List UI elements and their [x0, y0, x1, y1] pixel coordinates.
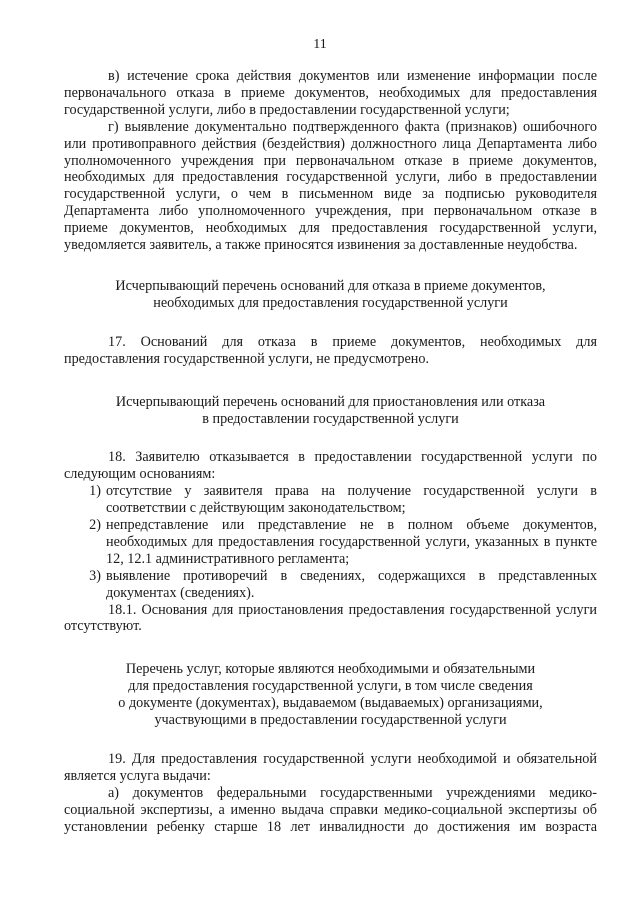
heading-line: Перечень услуг, которые являются необходимыми и обязательными: [125, 661, 536, 678]
paragraph-g: г) выявление документально подтвержденного факта (признаков) ошибочного или противоправного действия (бездействия) должностного лица Департамента либо уполномоченного учреждения при первоначальном отказе в приеме документов, необходимых для предоставления государственной услуги, либо в предоставлении государственной услуги, о чем в письменном виде за подписью руководителя Департамента либо уполномоченного учреждения, при первоначальном отказе в приеме документов, необходимых для предоставления государственной услуги, уведомляется заявитель, а также приносятся извинения за доставленные неудобства.: [64, 118, 597, 254]
list-item-number: 3): [89, 567, 101, 584]
list-item-text: отсутствие у заявителя права на получение государственной услуги в соответствии с действующим законодательством;: [106, 483, 597, 517]
paragraph-19-a: а) документов федеральными государственными учреждениями медико-социальной экспертизы, а именно выдача справки медико-социальной экспертизы об установлении ребенку старше 18 лет инвалидности до достижения им возраста: [64, 784, 597, 835]
list-item: [64, 517, 597, 568]
refusal-grounds-list: [64, 483, 597, 601]
list-item: [64, 568, 597, 602]
list-item-text: выявление противоречий в сведениях, содержащихся в представленных документах (сведениях).: [106, 567, 597, 601]
paragraph-18-1: 18.1. Основания для приостановления предоставления государственной услуги отсутствуют.: [64, 601, 597, 635]
heading-line: Исчерпывающий перечень оснований для приостановления или отказа: [115, 393, 546, 410]
list-item-number: 1): [89, 483, 101, 500]
list-item-text: непредставление или представление не в полном объеме документов, необходимых для предоставления государственной услуги, указанных в пункте 12, 12.1 административного регламента;: [106, 517, 597, 567]
heading-line: необходимых для предоставления государственной услуги: [153, 294, 508, 311]
section-heading-suspension-refusal: [64, 394, 597, 428]
heading-line: о документе (документах), выдаваемом (выдаваемых) организациями,: [118, 695, 543, 712]
section-heading-required-services: [64, 661, 597, 729]
page-number: 11: [313, 37, 327, 52]
list-item-number: 2): [89, 517, 101, 534]
paragraph-18: 18. Заявителю отказывается в предоставлении государственной услуги по следующим основаниям:: [64, 449, 597, 483]
paragraph-17: 17. Оснований для отказа в приеме документов, необходимых для предоставления государственной услуги, не предусмотрено.: [64, 333, 597, 367]
heading-line: участвующими в предоставлении государственной услуги: [154, 712, 507, 729]
heading-line: для предоставления государственной услуги, в том числе сведения: [128, 678, 533, 695]
heading-line: Исчерпывающий перечень оснований для отказа в приеме документов,: [115, 277, 546, 294]
paragraph-19: 19. Для предоставления государственной услуги необходимой и обязательной является услуга выдачи:: [64, 751, 597, 784]
list-item: [64, 483, 597, 517]
paragraph-v: в) истечение срока действия документов или изменение информации после первоначального отказа в приеме документов, необходимых для предоставления государственной услуги, либо в предоставлении государственной услуги;: [64, 68, 597, 118]
document-body: [64, 68, 597, 836]
section-heading-refusal-acceptance: [64, 278, 597, 312]
heading-line: в предоставлении государственной услуги: [202, 410, 459, 427]
